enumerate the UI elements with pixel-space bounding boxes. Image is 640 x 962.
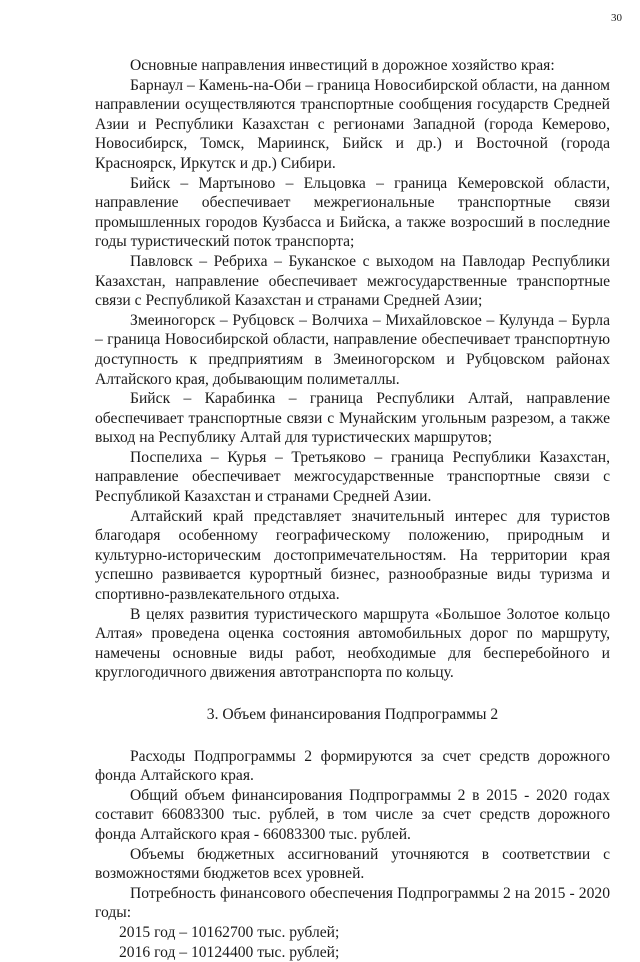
paragraph-route-pospelikha: Поспелиха – Курья – Третьяково – граница Республики Казахстан, направление обеспечивает межгосударственные транспортные связи с Республикой Казахстан и странами Средней Азии. [95,448,610,506]
paragraph-tourism: Алтайский край представляет значительный интерес для туристов благодаря особенному географическому положению, природным и культурно-историческим достопримечательностям. На территории края успешно развивается курортный бизнес, разнообразные виды туризма и спортивно-развлекательного отдыха. [95,507,610,604]
page-number: 30 [611,12,622,24]
paragraph-route-zmeinogorsk: Змеиногорск – Рубцовск – Волчиха – Михайловское – Кулунда – Бурла – граница Новосибирской области, направление обеспечивает транспортную доступность к предприятиям в Змеиногорском и Рубцовском районах Алтайского края, добывающим полиметаллы. [95,311,610,388]
year-line-2016: 2016 год – 10124400 тыс. рублей; [119,943,340,961]
paragraph-intro: Основные направления инвестиций в дорожное хозяйство края: [130,57,555,74]
paragraph-golden-ring: В целях развития туристического маршрута «Большое Золотое кольцо Алтая» проведена оценка состояния автомобильных дорог по маршруту, намечены основные виды работ, необходимые для бесперебойного и круглогодичного движения автотранспорта по кольцу. [95,605,610,682]
paragraph-expenses: Расходы Подпрограммы 2 формируются за счет средств дорожного фонда Алтайского края. [95,747,610,785]
paragraph-route-pavlovsk: Павловск – Ребриха – Буканское с выходом на Павлодар Республики Казахстан, направление обеспечивает межгосударственные транспортные связи с Республикой Казахстан и странами Средней Азии; [95,252,610,310]
section-heading: 3. Объем финансирования Подпрограммы 2 [206,706,499,723]
page-body [95,56,610,962]
paragraph-route-barnaul: Барнаул – Камень-на-Оби – граница Новосибирской области, на данном направлении осуществляются транспортные сообщения государств Средней Азии и Республики Казахстан с регионами Западной (города Кемерово, Новосибирск, Томск, Мариинск, Бийск и др.) и Восточной (города Красноярск, Иркутск и др.) Сибири. [95,76,610,172]
paragraph-total-financing: Общий объем финансирования Подпрограммы 2 в 2015 - 2020 годах составит 66083300 тыс. рублей, в том числе за счет средств дорожного фонда Алтайского края - 66083300 тыс. рублей. [95,786,610,843]
paragraph-route-biysk-altai: Бийск – Карабинка – граница Республики Алтай, направление обеспечивает транспортные связи с Мунайским угольным разрезом, а также выход на Республику Алтай для туристических маршрутов; [95,390,610,447]
paragraph-route-biysk-kemerovo: Бийск – Мартыново – Ельцовка – граница Кемеровской области, направление обеспечивает межрегиональные транспортные связи промышленных городов Кузбасса и Бийска, а также возросший в последние годы туристический поток транспорта; [95,174,610,251]
paragraph-budget-allocations: Объемы бюджетных ассигнований уточняются в соответствии с возможностями бюджетов всех уровней. [95,845,610,883]
paragraph-financing-need: Потребность финансового обеспечения Подпрограммы 2 на 2015 - 2020 годы: [95,884,610,922]
year-line-2015: 2015 год – 10162700 тыс. рублей; [119,923,340,941]
